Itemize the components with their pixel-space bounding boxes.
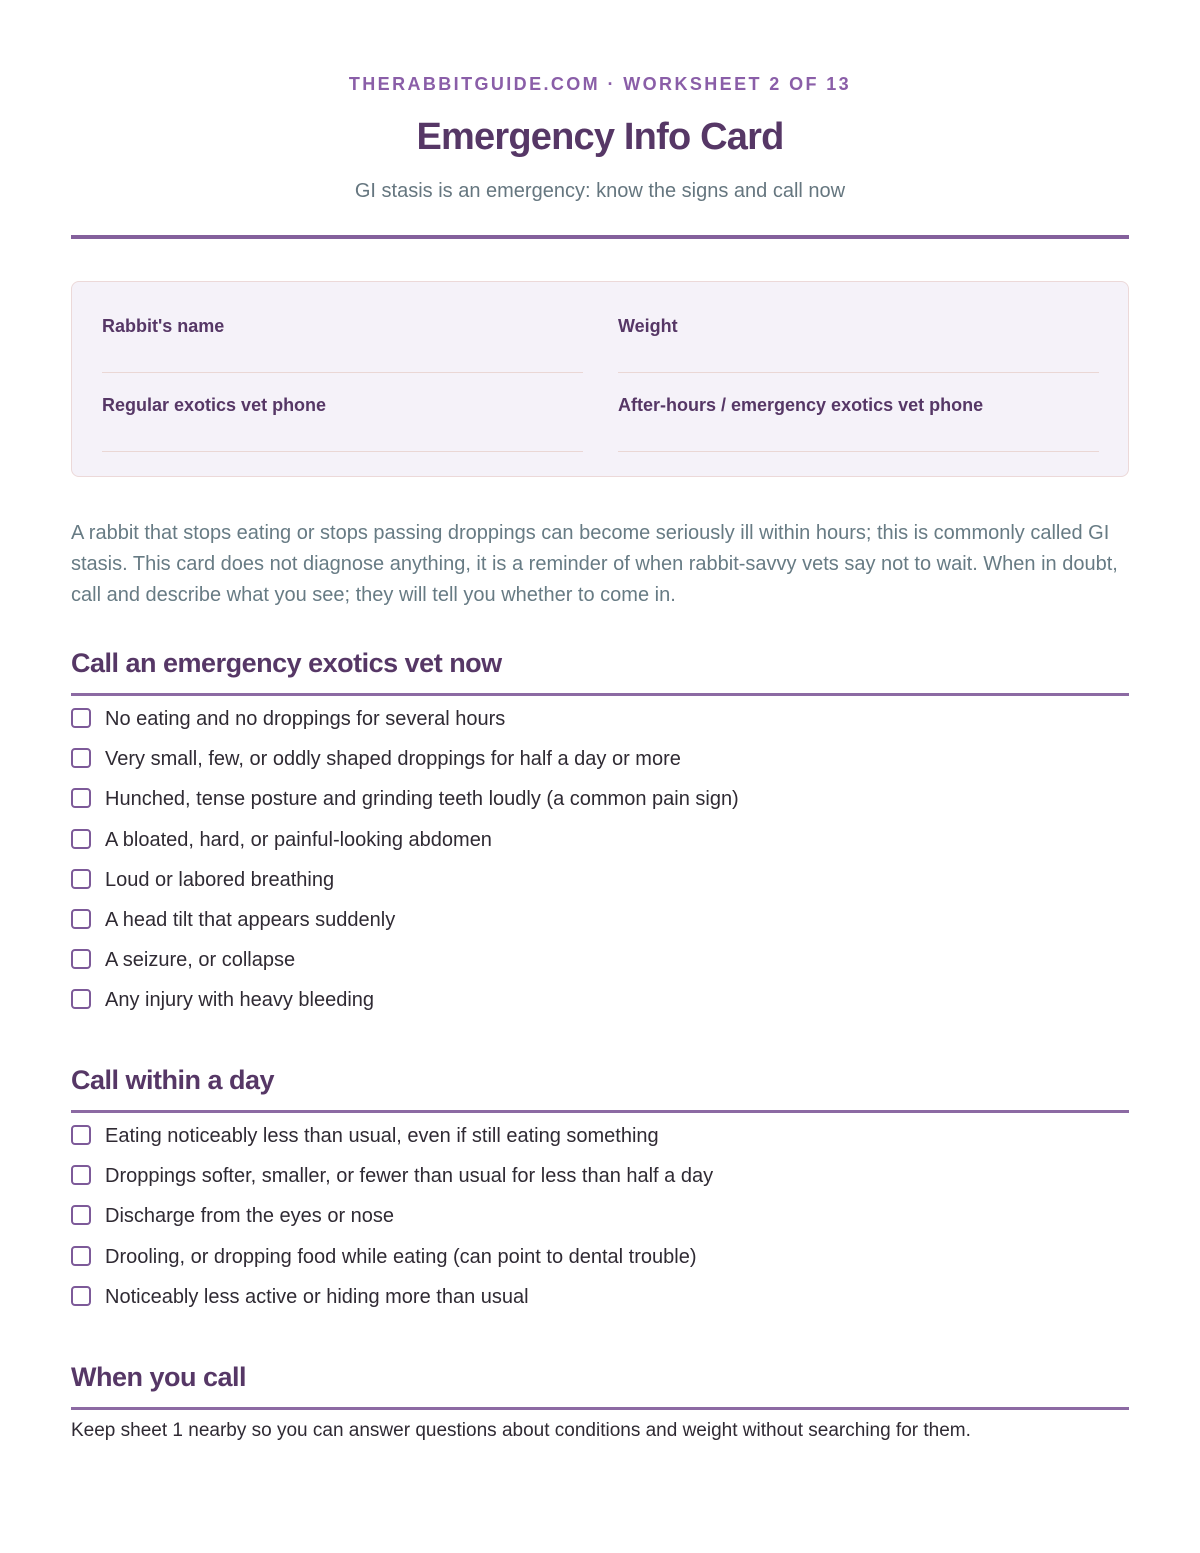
list-item-text: Very small, few, or oddly shaped droppings for half a day or more bbox=[105, 748, 681, 771]
checkbox[interactable] bbox=[71, 708, 91, 728]
regular-vet-phone-line[interactable] bbox=[102, 451, 583, 452]
list-item bbox=[71, 949, 1129, 989]
list-item bbox=[71, 989, 1129, 1029]
list-item bbox=[71, 909, 1129, 949]
checkbox[interactable] bbox=[71, 748, 91, 768]
emergency-info-card bbox=[71, 281, 1129, 477]
checkbox[interactable] bbox=[71, 909, 91, 929]
list-item bbox=[71, 869, 1129, 909]
emergency-vet-phone-line[interactable] bbox=[618, 451, 1099, 452]
section-title-when-you-call: When you call bbox=[71, 1362, 247, 1392]
checkbox[interactable] bbox=[71, 989, 91, 1009]
checkbox[interactable] bbox=[71, 829, 91, 849]
list-item bbox=[71, 1165, 1129, 1205]
list-item-text: Any injury with heavy bleeding bbox=[105, 989, 375, 1012]
checkbox[interactable] bbox=[71, 869, 91, 889]
list-item-text: Discharge from the eyes or nose bbox=[105, 1205, 395, 1228]
list-item-text: Loud or labored breathing bbox=[105, 868, 335, 891]
weight-line[interactable] bbox=[618, 372, 1099, 373]
rabbit-name-field[interactable] bbox=[102, 315, 583, 337]
section-title-within-a-day: Call within a day bbox=[71, 1065, 275, 1095]
worksheet-kicker: THERABBITGUIDE.COM · WORKSHEET 2 OF 13 bbox=[348, 74, 852, 94]
list-item bbox=[71, 1125, 1129, 1165]
list-item-text: Noticeably less active or hiding more than usual bbox=[105, 1285, 529, 1308]
checklist-within-a-day bbox=[71, 1125, 1129, 1326]
list-item bbox=[71, 829, 1129, 869]
list-item-text: A bloated, hard, or painful-looking abdomen bbox=[105, 828, 492, 851]
list-item-text: Hunched, tense posture and grinding teeth loudly (a common pain sign) bbox=[105, 788, 739, 811]
checkbox[interactable] bbox=[71, 788, 91, 808]
checkbox[interactable] bbox=[71, 1205, 91, 1225]
when-you-call-note: Keep sheet 1 nearby so you can answer questions about conditions and weight without searching for them. bbox=[71, 1420, 971, 1441]
list-item-text: A head tilt that appears suddenly bbox=[105, 908, 396, 931]
list-item bbox=[71, 708, 1129, 748]
weight-label: Weight bbox=[618, 316, 678, 336]
list-item-text: Droppings softer, smaller, or fewer than usual for less than half a day bbox=[105, 1165, 714, 1188]
list-item bbox=[71, 1205, 1129, 1245]
list-item-text: A seizure, or collapse bbox=[105, 949, 296, 972]
list-item-text: Eating noticeably less than usual, even if still eating something bbox=[105, 1125, 659, 1147]
checkbox[interactable] bbox=[71, 1286, 91, 1306]
regular-vet-phone-label: Regular exotics vet phone bbox=[102, 395, 327, 415]
list-item-text: Drooling, or dropping food while eating (can point to dental trouble) bbox=[105, 1245, 697, 1268]
page-title: Emergency Info Card bbox=[416, 116, 784, 158]
list-item bbox=[71, 748, 1129, 788]
section-divider-within-a-day bbox=[71, 1110, 1129, 1113]
list-item bbox=[71, 1246, 1129, 1286]
section-title-emergency: Call an emergency exotics vet now bbox=[71, 648, 502, 678]
header-divider bbox=[71, 235, 1129, 239]
emergency-vet-phone-field[interactable] bbox=[618, 394, 1099, 416]
checkbox[interactable] bbox=[71, 949, 91, 969]
rabbit-name-line[interactable] bbox=[102, 372, 583, 373]
checkbox[interactable] bbox=[71, 1246, 91, 1266]
section-divider-when-you-call bbox=[71, 1407, 1129, 1410]
list-item-text: No eating and no droppings for several hours bbox=[105, 708, 506, 730]
list-item bbox=[71, 788, 1129, 828]
intro-paragraph: A rabbit that stops eating or stops passing droppings can become seriously ill within hours; this is commonly called GI stasis. This card does not diagnose anything, it is a reminder of when rabbit-savvy vets say not to wait. When in doubt, call and describe what you see; they will tell you whether to come in. bbox=[71, 522, 1118, 606]
page-subtitle: GI stasis is an emergency: know the signs and call now bbox=[354, 180, 846, 202]
checklist-emergency bbox=[71, 708, 1129, 1030]
section-divider-emergency bbox=[71, 693, 1129, 696]
checkbox[interactable] bbox=[71, 1125, 91, 1145]
emergency-vet-phone-label: After-hours / emergency exotics vet phone bbox=[618, 395, 984, 415]
rabbit-name-label: Rabbit's name bbox=[102, 316, 225, 336]
regular-vet-phone-field[interactable] bbox=[102, 394, 583, 416]
weight-field[interactable] bbox=[618, 315, 1099, 337]
list-item bbox=[71, 1286, 1129, 1326]
checkbox[interactable] bbox=[71, 1165, 91, 1185]
